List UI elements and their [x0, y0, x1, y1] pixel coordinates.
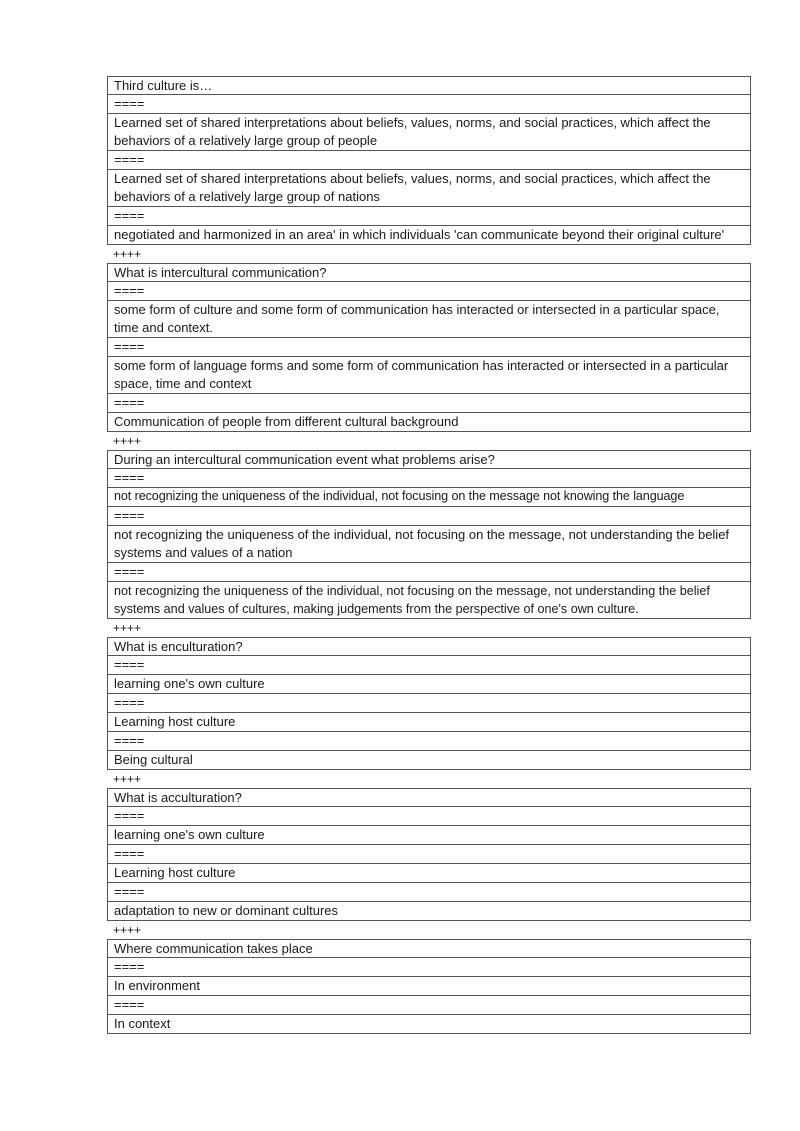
block-separator: ++++ — [113, 923, 142, 937]
question-text: Where communication takes place — [107, 939, 751, 958]
answer-option: Communication of people from different cultural background — [107, 413, 751, 432]
option-separator: ==== — [107, 207, 751, 226]
answer-option: In context — [107, 1015, 751, 1034]
question-text: What is acculturation? — [107, 788, 751, 807]
option-separator: ==== — [107, 958, 751, 977]
answer-option: Learned set of shared interpretations about beliefs, values, norms, and social practices, which affect the behaviors of a relatively large group of nations — [107, 170, 751, 207]
answer-option: learning one's own culture — [107, 675, 751, 694]
answer-option: adaptation to new or dominant cultures — [107, 902, 751, 921]
option-separator: ==== — [107, 151, 751, 170]
option-separator: ==== — [107, 883, 751, 902]
option-separator: ==== — [107, 732, 751, 751]
question-text: What is intercultural communication? — [107, 263, 751, 282]
answer-option: some form of culture and some form of communication has interacted or intersected in a particular space, time and context. — [107, 301, 751, 338]
option-separator: ==== — [107, 807, 751, 826]
answer-option: Learned set of shared interpretations about beliefs, values, norms, and social practices, which affect the behaviors of a relatively large group of people — [107, 114, 751, 151]
answer-option: Being cultural — [107, 751, 751, 770]
option-separator: ==== — [107, 507, 751, 526]
answer-option: negotiated and harmonized in an area' in which individuals 'can communicate beyond their original culture' — [107, 226, 751, 245]
option-separator: ==== — [107, 282, 751, 301]
block-separator: ++++ — [113, 247, 142, 261]
answer-option: In environment — [107, 977, 751, 996]
answer-option: some form of language forms and some form of communication has interacted or intersected in a particular space, time and context — [107, 357, 751, 394]
option-separator: ==== — [107, 694, 751, 713]
block-separator: ++++ — [113, 434, 142, 448]
answer-option: Learning host culture — [107, 864, 751, 883]
option-separator: ==== — [107, 469, 751, 488]
option-separator: ==== — [107, 656, 751, 675]
answer-option: learning one's own culture — [107, 826, 751, 845]
answer-option: not recognizing the uniqueness of the individual, not focusing on the message not knowing the language — [107, 488, 751, 507]
answer-option: not recognizing the uniqueness of the individual, not focusing on the message, not understanding the belief systems and values of a nation — [107, 526, 751, 563]
block-separator: ++++ — [113, 621, 142, 635]
option-separator: ==== — [107, 95, 751, 114]
question-text: Third culture is… — [107, 76, 751, 95]
answer-option: Learning host culture — [107, 713, 751, 732]
question-text: What is enculturation? — [107, 637, 751, 656]
option-separator: ==== — [107, 996, 751, 1015]
question-text: During an intercultural communication event what problems arise? — [107, 450, 751, 469]
option-separator: ==== — [107, 338, 751, 357]
answer-option: not recognizing the uniqueness of the individual, not focusing on the message, not understanding the belief systems and values of cultures, making judgements from the perspective of one's own culture. — [107, 582, 751, 619]
option-separator: ==== — [107, 563, 751, 582]
quiz-table — [107, 76, 751, 1034]
option-separator: ==== — [107, 845, 751, 864]
option-separator: ==== — [107, 394, 751, 413]
block-separator: ++++ — [113, 772, 142, 786]
